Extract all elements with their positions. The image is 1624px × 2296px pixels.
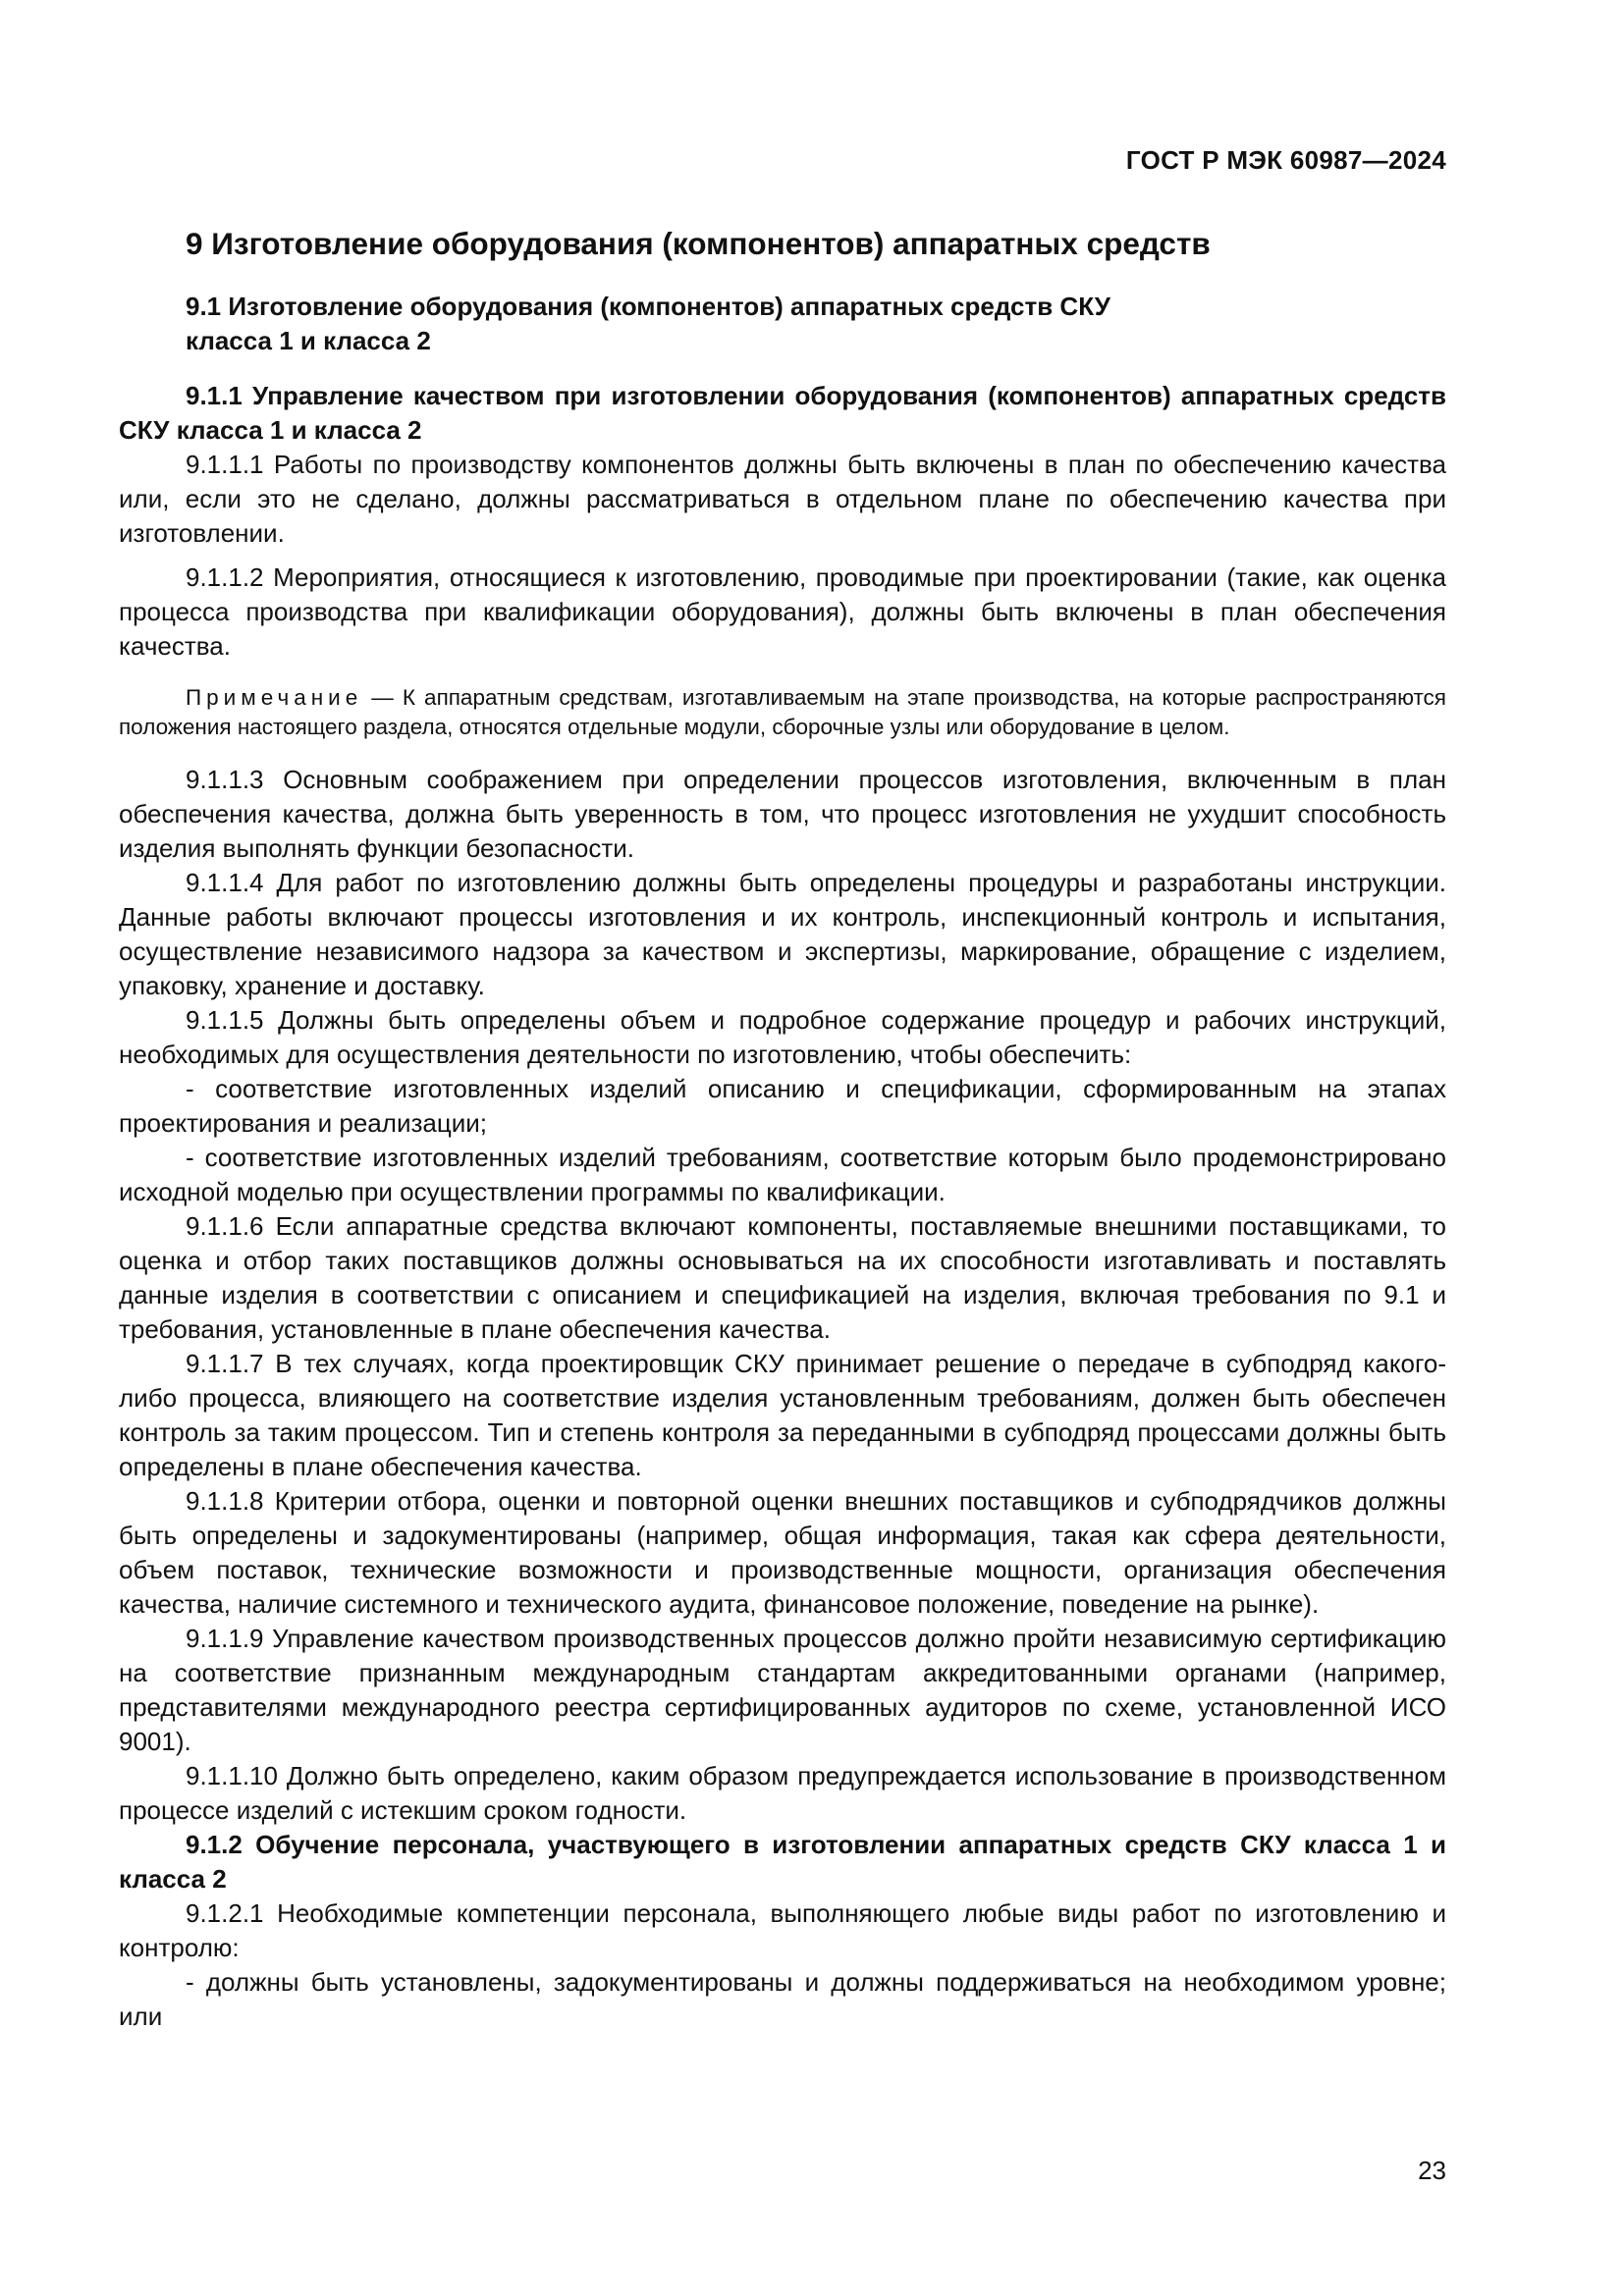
paragraph-9-1-1-1: 9.1.1.1 Работы по производству компонентов должны быть включены в план по обеспечению качества или, если это не сделано, должны рассматриваться в отдельном плане по обеспечению качества при изготовлении. — [119, 450, 1446, 548]
paragraph-9-1-1-2: 9.1.1.2 Мероприятия, относящиеся к изготовлению, проводимые при проектировании (такие, как оценка процесса производства при квалификации оборудования), должны быть включены в план обеспечения качества. — [119, 562, 1446, 661]
section-title: 9 Изготовление оборудования (компонентов) аппаратных средств — [186, 226, 1211, 261]
paragraph-9-1-2-1: 9.1.2.1 Необходимые компетенции персонала, выполняющего любые виды работ по изготовлению и контролю: — [119, 1898, 1446, 1962]
list-item: - соответствие изготовленных изделий требованиям, соответствие которым было продемонстрировано исходной моделью при осуществлении программы по квалификации. — [119, 1143, 1446, 1206]
paragraph-9-1-1-10: 9.1.1.10 Должно быть определено, каким образом предупреждается использование в производственном процессе изделий с истекшим сроком годности. — [119, 1761, 1446, 1825]
paragraph-9-1-1-7: 9.1.1.7 В тех случаях, когда проектировщик СКУ принимает решение о передаче в субподряд какого-либо процесса, влияющего на соответствие изделия установленным требованиям, должен быть обеспечен контроль за таким процессом. Тип и степень контроля за переданными в субподряд процессами должны быть определены в плане обеспечения качества. — [119, 1349, 1446, 1481]
standard-id: ГОСТ Р МЭК 60987—2024 — [1125, 145, 1446, 175]
paragraph-9-1-1-6: 9.1.1.6 Если аппаратные средства включают компоненты, поставляемые внешними поставщиками, то оценка и отбор таких поставщиков должны основываться на их способности изготавливать и поставлять данные изделия в соответствии с описанием и спецификацией на изделия, включая требования по 9.1 и требования, установленные в плане обеспечения качества. — [119, 1211, 1446, 1344]
note-text: — К аппаратным средствам, изготавливаемым на этапе производства, на которые распространяются положения настоящего раздела, относятся отдельные модули, сборочные узлы или оборудование в целом. — [119, 685, 1446, 739]
paragraph-9-1-1-4: 9.1.1.4 Для работ по изготовлению должны быть определены процедуры и разработаны инструкции. Данные работы включают процессы изготовления и их контроль, инспекционный контроль и испытания, осуществление независимого надзора за качеством и экспертизы, маркирование, обращение с изделием, упаковку, хранение и доставку. — [119, 868, 1446, 1000]
subsub-title-9-1-1: 9.1.1 Управление качеством при изготовлении оборудования (компонентов) аппаратных средств СКУ класса 1 и класса 2 — [119, 381, 1446, 445]
list-item: - должны быть установлены, задокументированы и должны поддерживаться на необходимом уровне; или — [119, 1967, 1446, 2031]
note-label: Примечание — [186, 685, 363, 710]
paragraph-9-1-1-3: 9.1.1.3 Основным соображением при определении процессов изготовления, включенным в план обеспечения качества, должна быть уверенность в том, что процесс изготовления не ухудшит способность изделия выполнять функции безопасности. — [119, 765, 1446, 863]
page-number: 23 — [1418, 2156, 1446, 2185]
paragraph-9-1-1-8: 9.1.1.8 Критерии отбора, оценки и повторной оценки внешних поставщиков и субподрядчиков должны быть определены и задокументированы (например, общая информация, такая как сфера деятельности, объем поставок, технические возможности и производственные мощности, организация обеспечения качества, наличие системного и технического аудита, финансовое положение, поведение на рынке). — [119, 1486, 1446, 1619]
list-item: - соответствие изготовленных изделий описанию и спецификации, сформированным на этапах проектирования и реализации; — [119, 1074, 1446, 1138]
subsub-title-9-1-2: 9.1.2 Обучение персонала, участвующего в изготовлении аппаратных средств СКУ класса 1 и класса 2 — [119, 1830, 1446, 1894]
subsection-title: 9.1 Изготовление оборудования (компонентов) аппаратных средств СКУ класса 1 и класса 2 — [186, 292, 1110, 355]
paragraph-9-1-1-5: 9.1.1.5 Должны быть определены объем и подробное содержание процедур и рабочих инструкций, необходимых для осуществления деятельности по изготовлению, чтобы обеспечить: — [119, 1005, 1446, 1069]
document-body — [119, 226, 1446, 2034]
note — [119, 683, 1446, 742]
paragraph-9-1-1-9: 9.1.1.9 Управление качеством производственных процессов должно пройти независимую сертификацию на соответствие признанным международным стандартам аккредитованными органами (например, представителями международного реестра сертифицированных аудиторов по схеме, установленной ИСО 9001). — [119, 1624, 1446, 1756]
